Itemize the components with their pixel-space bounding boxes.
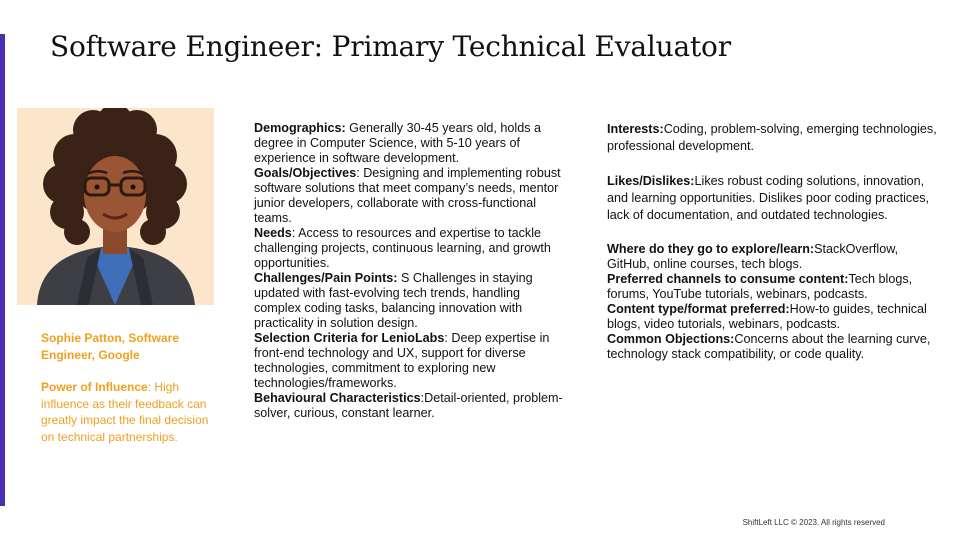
copyright-footer: ShiftLeft LLC © 2023. All rights reserved [742, 518, 885, 527]
demographics-text: Generally 30-45 years old, holds a degree in Computer Science, with 5-10 years of experience in software development. [254, 121, 542, 165]
channels-item [607, 272, 937, 302]
needs-text: : Access to resources and expertise to tackle challenging projects, continuous learning, and growth opportunities. [254, 226, 551, 270]
accent-bar [0, 34, 5, 506]
selection-criteria-label: Selection Criteria for LenioLabs [254, 331, 445, 345]
interests-item [607, 121, 937, 155]
content-type-label: Content type/format preferred: [607, 302, 790, 316]
interests-text: Coding, problem-solving, emerging technologies, professional development. [607, 122, 937, 153]
behaviour-text: :Detail-oriented, problem-solver, curious, constant learner. [254, 391, 563, 420]
objections-label: Common Objections: [607, 332, 735, 346]
channels-label: Preferred channels to consume content: [607, 272, 849, 286]
persona-details-right [607, 121, 937, 362]
behaviour-label: Behavioural Characteristics [254, 391, 421, 405]
channels-text: Tech blogs, forums, YouTube tutorials, webinars, podcasts. [607, 272, 913, 301]
goals-label: Goals/Objectives [254, 166, 357, 180]
where-learn-item [607, 242, 937, 272]
challenges-text: S Challenges in staying updated with fast-evolving tech trends, handling complex coding tasks, balancing innovation with practicality in solution design. [254, 271, 533, 330]
needs-item [254, 226, 566, 271]
likes-dislikes-item [607, 173, 937, 224]
persona-details-left [254, 121, 566, 421]
demographics-label: Demographics: [254, 121, 346, 135]
demographics-item [254, 121, 566, 166]
influence-description: : High influence as their feedback can greatly impact the final decision on technical partnerships. [41, 380, 209, 444]
content-type-text: How-to guides, technical blogs, video tutorials, webinars, podcasts. [607, 302, 927, 331]
persona-name: Sophie Patton, Software Engineer, Google [41, 331, 180, 362]
challenges-label: Challenges/Pain Points: [254, 271, 398, 285]
challenges-item [254, 271, 566, 331]
influence-text [41, 379, 216, 445]
goals-text: : Designing and implementing robust software solutions that meet company’s needs, mentor junior developers, collaborate with cross-functional teams. [254, 166, 561, 225]
interests-label: Interests: [607, 122, 664, 136]
selection-criteria-text: : Deep expertise in front-end technology and UX, support for diverse technologies, commitment to exploring new technologies/frameworks. [254, 331, 550, 390]
persona-summary [41, 330, 216, 445]
behaviour-item [254, 391, 566, 421]
influence-label: Power of Influence [41, 380, 148, 394]
objections-text: Concerns about the learning curve, technology stack compatibility, or code quality. [607, 332, 931, 361]
likes-dislikes-text: Likes robust coding solutions, innovation, and learning opportunities. Dislikes poor coding practices, lack of documentation, and outdated technologies. [607, 174, 930, 222]
objections-item [607, 332, 937, 362]
content-type-item [607, 302, 937, 332]
avatar-illustration [17, 108, 214, 305]
where-learn-label: Where do they go to explore/learn: [607, 242, 815, 256]
selection-criteria-item [254, 331, 566, 391]
needs-label: Needs [254, 226, 292, 240]
page-title: Software Engineer: Primary Technical Evaluator [50, 30, 731, 63]
persona-portrait [17, 108, 214, 305]
likes-dislikes-label: Likes/Dislikes: [607, 174, 695, 188]
goals-item [254, 166, 566, 226]
where-learn-text: StackOverflow, GitHub, online courses, tech blogs. [607, 242, 899, 271]
